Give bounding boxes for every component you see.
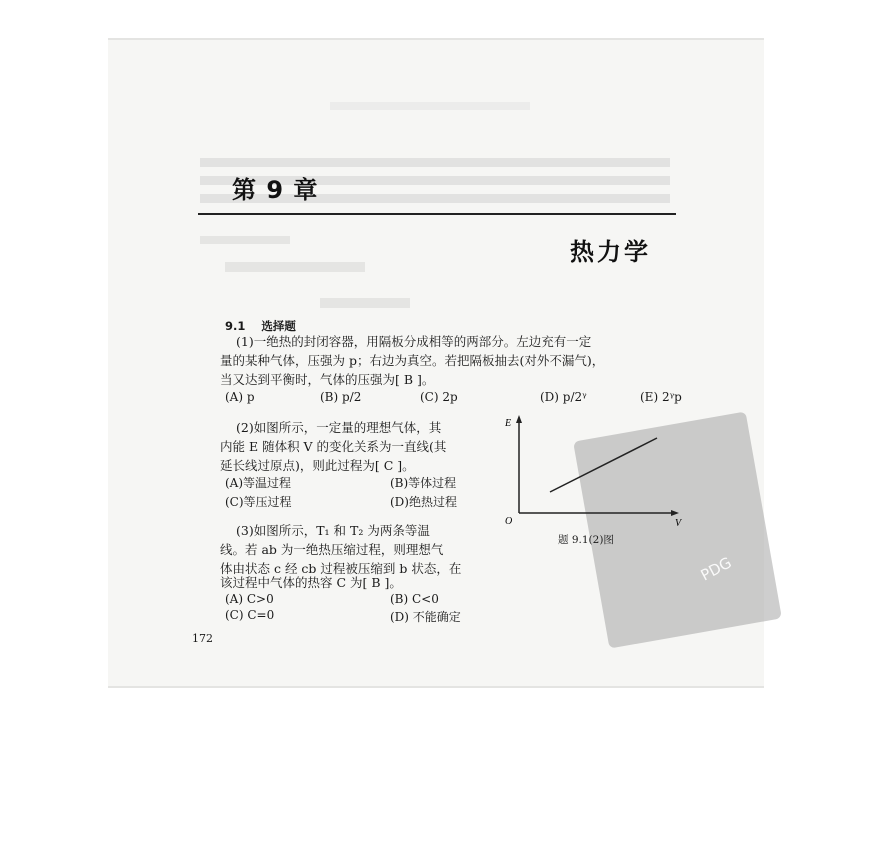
section-number: 9.1 (225, 319, 246, 333)
section-title: 选择题 (261, 319, 296, 333)
origin-label: O (505, 516, 513, 527)
q2-line-2: 内能 E 随体积 V 的变化关系为一直线(其 (220, 439, 447, 454)
q3-line-1: (3)如图所示，T₁ 和 T₂ 为两条等温 (236, 523, 430, 538)
q1-option-d: (D) p/2ᵞ (540, 390, 587, 404)
q2-option-a: (A)等温过程 (225, 476, 292, 490)
q3-option-d: (D) 不能确定 (390, 610, 461, 624)
q3-line-2: 线。若 ab 为一绝热压缩过程，则理想气 (220, 542, 444, 557)
q2-option-c: (C)等压过程 (225, 495, 292, 509)
q2-line-3: 延长线过原点)，则此过程为[ C ]。 (220, 458, 415, 473)
q3-option-b: (B) C<0 (390, 592, 439, 606)
page-top-edge (108, 38, 764, 40)
q3-line-4: 该过程中气体的热容 C 为[ B ]。 (220, 575, 402, 590)
q1-line-1: (1)一绝热的封闭容器，用隔板分成相等的两部分。左边充有一定 (236, 334, 592, 349)
page-number: 172 (192, 632, 213, 645)
chapter-rule (198, 213, 676, 215)
page-bottom-edge (108, 686, 764, 688)
process-line (550, 438, 657, 492)
ev-diagram (505, 412, 700, 530)
q1-option-a: (A) p (225, 390, 255, 404)
q1-line-2: 量的某种气体，压强为 p；右边为真空。若把隔板抽去(对外不漏气)， (220, 353, 605, 368)
watermark-label: PDG (697, 553, 735, 585)
q1-option-e: (E) 2ᵞp (640, 390, 682, 404)
q3-line-3: 体由状态 c 经 cb 过程被压缩到 b 状态，在 (220, 561, 462, 576)
q2-line-1: (2)如图所示，一定量的理想气体，其 (236, 420, 442, 435)
q1-option-b: (B) p/2 (320, 390, 362, 404)
q2-option-b: (B)等体过程 (390, 476, 457, 490)
y-axis-arrow (516, 415, 522, 423)
q3-option-c: (C) C=0 (225, 608, 275, 622)
q1-line-3: 当又达到平衡时，气体的压强为[ B ]。 (220, 372, 435, 387)
x-axis-arrow (671, 510, 679, 516)
figure-caption: 题 9.1(2)图 (558, 534, 614, 546)
y-axis-label: E (505, 418, 512, 429)
q1-option-c: (C) 2p (420, 390, 458, 404)
q2-option-d: (D)绝热过程 (390, 495, 457, 509)
chapter-number: 第 9 章 (232, 176, 319, 204)
q3-option-a: (A) C>0 (225, 592, 274, 606)
chapter-title: 热力学 (570, 238, 651, 266)
x-axis-label: V (675, 518, 682, 529)
